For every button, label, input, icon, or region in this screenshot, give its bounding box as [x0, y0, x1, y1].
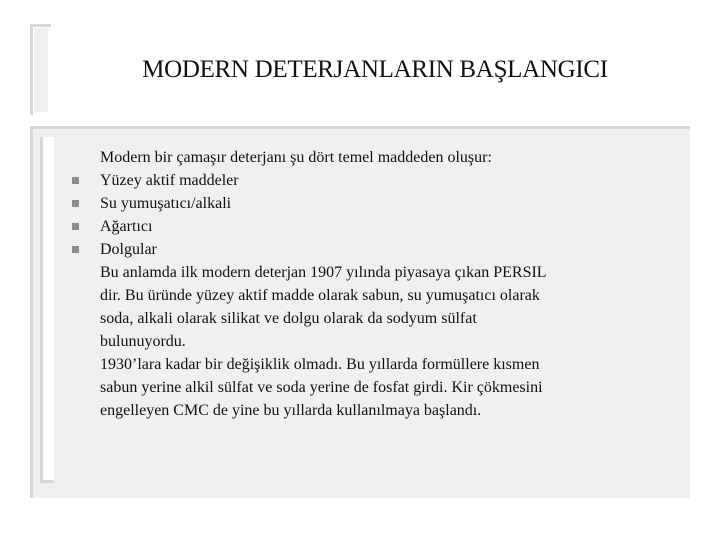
slide-body — [100, 146, 690, 422]
paragraph-line: dir. Bu üründe yüzey aktif madde olarak sabun, su yumuşatıcı olarak — [100, 287, 540, 304]
paragraph-line: Bu anlamda ilk modern deterjan 1907 yılında piyasaya çıkan PERSIL — [100, 264, 547, 281]
paragraph-line: 1930’lara kadar bir değişiklik olmadı. Bu yıllarda formüllere kısmen — [100, 356, 540, 373]
bullet-text: Dolgular — [100, 241, 157, 258]
title-frame-shade — [34, 28, 48, 112]
bullet-item — [100, 169, 690, 192]
square-bullet-icon — [72, 246, 79, 253]
content-panel-left-rule — [30, 126, 33, 498]
slide-title: MODERN DETERJANLARIN BAŞLANGICI — [142, 56, 608, 83]
content-panel-top-rule — [30, 126, 690, 129]
paragraph-line: engelleyen CMC de yine bu yıllarda kullanılmaya başlandı. — [100, 402, 482, 419]
bullet-item — [100, 238, 690, 261]
square-bullet-icon — [72, 223, 79, 230]
bullet-item — [100, 215, 690, 238]
bullet-text: Yüzey aktif maddeler — [100, 172, 239, 189]
square-bullet-icon — [72, 177, 79, 184]
paragraph-line: soda, alkali olarak silikat ve dolgu olarak da sodyum sülfat — [100, 310, 477, 327]
paragraph-line: bulunuyordu. — [100, 333, 186, 350]
bullet-item — [100, 192, 690, 215]
bullet-text: Ağartıcı — [100, 218, 153, 235]
content-panel-left-inset — [40, 137, 54, 483]
intro-line: Modern bir çamaşır deterjanı şu dört temel maddeden oluşur: — [100, 149, 492, 166]
square-bullet-icon — [72, 200, 79, 207]
bullet-text: Su yumuşatıcı/alkali — [100, 195, 232, 212]
paragraph-line: sabun yerine alkil sülfat ve soda yerine de fosfat girdi. Kir çökmesini — [100, 379, 543, 396]
